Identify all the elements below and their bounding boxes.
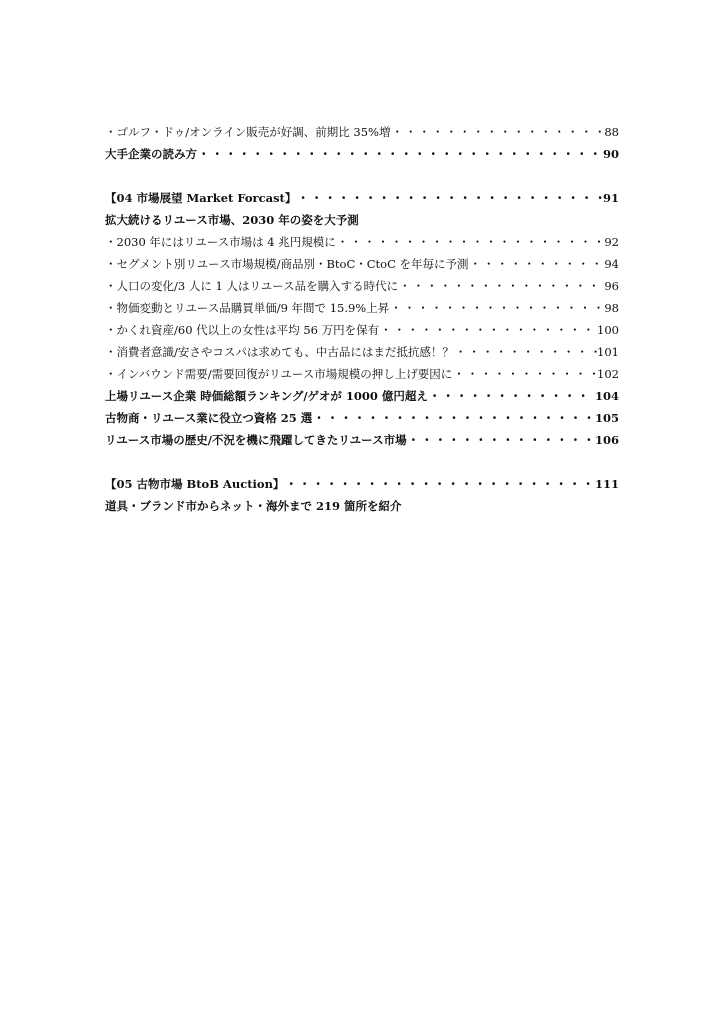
toc-entry-title: リユース市場の歴史/不況を機に飛躍してきたリユース市場	[105, 433, 407, 447]
toc-section-04-subtitle	[105, 209, 619, 231]
toc-entry-page: 96	[604, 279, 619, 293]
toc-entry-page: 100	[597, 323, 619, 337]
leader-dots	[312, 407, 595, 429]
toc-entry-title: ・セグメント別リユース市場規模/商品別・BtoC・CtoC を年毎に予測	[105, 257, 469, 271]
toc-section-05-heading	[105, 473, 619, 495]
toc-entry-page: 88	[604, 125, 619, 139]
leader-dots	[452, 363, 597, 385]
toc-entry-title: ・2030 年にはリユース市場は 4 兆円規模に	[105, 235, 336, 249]
toc-section-title: 【05 古物市場 BtoB Auction】	[105, 477, 285, 491]
leader-dots	[398, 275, 604, 297]
toc-entry-title: 古物商・リユース業に役立つ資格 25 選	[105, 411, 313, 425]
leader-dots	[197, 143, 603, 165]
toc-entry-page: 102	[597, 367, 619, 381]
toc-entry-qualifications	[105, 407, 619, 429]
toc-section-title: 【04 市場展望 Market Forcast】	[105, 191, 297, 205]
toc-entry-page: 111	[594, 477, 619, 491]
toc-entry-title: ・人口の変化/3 人に 1 人はリユース品を購入する時代に	[105, 279, 399, 293]
toc-entry-title: 大手企業の読み方	[105, 147, 197, 161]
toc-entry-page: 92	[604, 235, 619, 249]
toc-section-05-subtitle	[105, 495, 619, 517]
toc-entry	[105, 319, 619, 341]
leader-dots	[390, 121, 604, 143]
toc-entry-title: ・インバウンド需要/需要回復がリユース市場規模の押し上げ要因に	[105, 367, 453, 381]
toc-entry-history	[105, 429, 619, 451]
toc-entry-title: ・かくれ資産/60 代以上の女性は平均 56 万円を保有	[105, 323, 380, 337]
toc-entry	[105, 341, 619, 363]
toc-section-subtitle: 拡大続けるリユース市場、2030 年の姿を大予測	[105, 213, 359, 227]
toc-entry	[105, 363, 619, 385]
table-of-contents	[105, 121, 619, 517]
toc-entry-title: ・消費者意識/安さやコスパは求めても、中古品にはまだ抵抗感！？	[105, 345, 454, 359]
toc-entry-listed-companies	[105, 385, 619, 407]
toc-entry-title: 上場リユース企業 時価総額ランキング/ゲオが 1000 億円超え	[105, 389, 428, 403]
toc-entry-page: 105	[594, 411, 619, 425]
section-gap	[105, 165, 619, 187]
leader-dots	[454, 341, 597, 363]
toc-entry-page: 104	[594, 389, 619, 403]
toc-entry	[105, 297, 619, 319]
toc-entry-major-companies	[105, 143, 619, 165]
leader-dots	[296, 187, 603, 209]
toc-entry-page: 101	[597, 345, 619, 359]
toc-entry-page: 106	[594, 433, 619, 447]
toc-section-subtitle: 道具・ブランド市からネット・海外まで 219 箇所を紹介	[105, 499, 402, 513]
leader-dots	[284, 473, 595, 495]
toc-entry-title: ・物価変動とリユース品購買単価/9 年間で 15.9%上昇	[105, 301, 390, 315]
leader-dots	[389, 297, 604, 319]
toc-entry-golf-do	[105, 121, 619, 143]
section-gap	[105, 451, 619, 473]
toc-entry-page: 94	[604, 257, 619, 271]
leader-dots	[379, 319, 597, 341]
leader-dots	[407, 429, 595, 451]
leader-dots	[428, 385, 595, 407]
toc-entry	[105, 275, 619, 297]
toc-entry-page: 90	[602, 147, 619, 161]
toc-entry-page: 91	[602, 191, 619, 205]
toc-entry	[105, 253, 619, 275]
toc-section-04-heading	[105, 187, 619, 209]
toc-entry	[105, 231, 619, 253]
toc-entry-title: ・ゴルフ・ドゥ/オンライン販売が好調、前期比 35%増	[105, 125, 391, 139]
leader-dots	[336, 231, 605, 253]
leader-dots	[469, 253, 605, 275]
toc-entry-page: 98	[604, 301, 619, 315]
